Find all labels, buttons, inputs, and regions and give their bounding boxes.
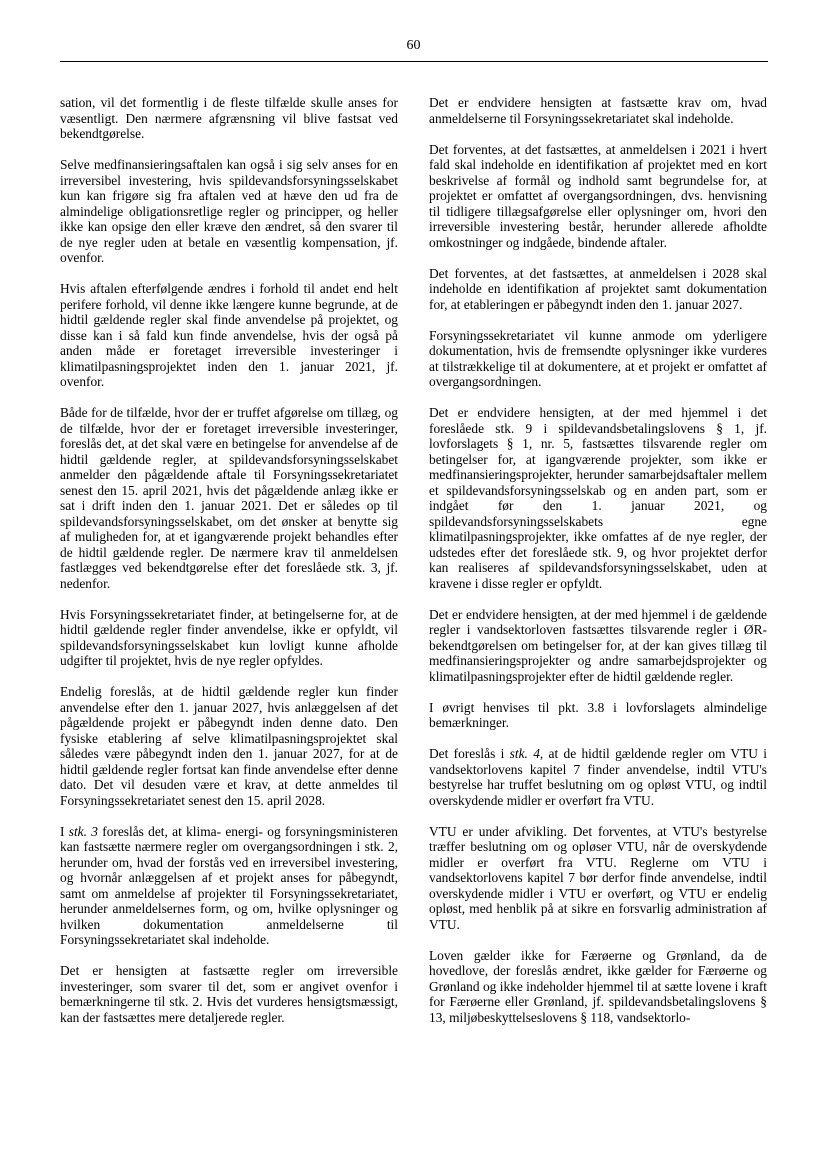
paragraph: Selve medfinansieringsaftalen kan også i sig selv anses for en irreversibel investering, hvis spildevandsforsyningsselskabet kun kan frigøre sig fra aftalen ved at hæve den ud fra de almindelige obligationsretlige regler og principper, og heller ikke kan opsige den eller kræve den ændret, så den svarer til de nye regler uden at betale en væsentlig kompensation, jf. ovenfor. (60, 157, 398, 265)
paragraph: Det forventes, at det fastsættes, at anmeldelsen i 2028 skal indeholde en identifikation af projektet samt dokumentation for, at etableringen er påbegyndt inden den 1. januar 2027. (429, 265, 767, 312)
right-column (429, 95, 767, 1041)
page-number: 60 (406, 38, 421, 53)
paragraph: Det er endvidere hensigten, at der med hjemmel i det foreslåede stk. 9 i spildevandsbetalingslovens § 1, jf. lovforslagets § 1, nr. 5, fastsættes tilsvarende regler om betingelser for, at igangværende projekter, som ikke er medfinansieringsprojekter, herunder samarbejdsaftaler mellem et spildevandsforsyningsselskab og en anden part, som er indgået før den 1. januar 2021, og spildevandsforsyningsselskabets egne klimatilpasningsprojekter, ikke omfattes af de nye regler, der udstedes efter det foreslåede stk. 9, og hvor projektet derfor kan realiseres af spildevandsforsyningsselskabet, uden at kravene i disse regler er opfyldt. (429, 405, 767, 591)
paragraph: Forsyningssekretariatet vil kunne anmode om yderligere dokumentation, hvis de fremsendte oplysninger ikke vurderes at tilstrækkelige til at dokumentere, at et projekt er omfattet af overgangsordningen. (429, 327, 767, 389)
paragraph: Det er endvidere hensigten, at der med hjemmel i de gældende regler i vandsektorloven fastsættes tilsvarende regler i ØR-bekendtgørelsen om betingelser for, at der kan gives tillæg til medfinansieringsprojekter og andre samarbejdsprojekter og klimatilpasningsprojekter efter de hidtil gældende regler. (429, 606, 767, 684)
paragraph: Hvis aftalen efterfølgende ændres i forhold til andet end helt perifere forhold, vil denne ikke længere kunne begrunde, at de hidtil gældende regler skal finde anvendelse på projektet, og disse kan i så fald kun finde anvendelse, hvis der også på anden måde er foretaget irreversible investeringer i klimatilpasningsprojektet inden den 1. januar 2021, jf. ovenfor. (60, 281, 398, 389)
paragraph: I stk. 3 foreslås det, at klima- energi- og forsyningsministeren kan fastsætte nærmere regler om overgangsordningen i stk. 2, herunder om, hvad der forstås ved en irreversibel investering, og hvornår anlæggelsen af et projekt anses for påbegyndt, samt om anmeldelse af projekter til Forsyningssekretariatet, herunder anmeldelsernes form, og om, hvilke oplysninger og hvilken dokumentation anmeldelserne til Forsyningssekretariatet skal indeholde. (60, 823, 399, 947)
paragraph: sation, vil det formentlig i de fleste tilfælde skulle anses for væsentligt. Den nærmere afgrænsning vil blive fastsat ved bekendtgørelse. (60, 95, 398, 141)
paragraph: Det er hensigten at fastsætte regler om irreversible investeringer, som svarer til det, som er angivet ovenfor i bemærkningerne til stk. 2. Hvis det vurderes hensigtsmæssigt, kan der fastsættes mere detaljerede regler. (60, 963, 398, 1025)
paragraph: Både for de tilfælde, hvor der er truffet afgørelse om tillæg, og de tilfælde, hvor der er foretaget irreversible investeringer, foreslås det, at det skal være en betingelse for anvendelse af de hidtil gældende regler, at spildevandsforsyningsselskabet anmelder den pågældende aftale til Forsyningssekretariatet senest den 15. april 2021, hvis det pågældende anlæg ikke er sat i drift inden den 1. januar 2021. Det er således op til spildevandsforsyningsselskabet, om det ønsker at benytte sig af muligheden for, at et igangværende projekt behandles efter de hidtil gældende regler. De nærmere krav til anmeldelsen fastlægges ved bekendtgørelse efter det foreslåede stk. 3, jf. nedenfor. (60, 405, 398, 591)
paragraph: VTU er under afvikling. Det forventes, at VTU's bestyrelse træffer beslutning om og opløser VTU, når de overskydende midler er overført fra VTU. Reglerne om VTU i vandsektorlovens kapitel 7 bør derfor finde anvendelse, indtil overskydende midler i VTU er overført, og VTU er endelig opløst, med henblik på at sikre en forsvarlig administration af VTU. (429, 823, 767, 932)
paragraph: Endelig foreslås, at de hidtil gældende regler kun finder anvendelse efter den 1. januar 2027, hvis anlæggelsen af det pågældende projekt er påbegyndt inden denne dato. Den fysiske etablering af selve klimatilpasningsprojektet skal således være påbegyndt inden den 1. januar 2027, for at de hidtil gældende regler fortsat kan finde anvendelse efter denne dato. Det vil desuden være et krav, at dette anmeldes til Forsyningssekretariatet senest den 15. april 2028. (60, 684, 398, 808)
paragraph: Det er endvidere hensigten at fastsætte krav om, hvad anmeldelserne til Forsyningssekretariatet skal indeholde. (429, 95, 767, 126)
left-column (60, 95, 398, 1041)
paragraph: Loven gælder ikke for Færøerne og Grønland, da de hovedlove, der foreslås ændret, ikke gælder for Færøerne og Grønland og ikke indeholder hjemmel til at sætte lovene i kraft for Færøerne eller Grønland, jf. spildevandsbetalingslovens § 13, miljøbeskyttelseslovens § 118, vandsektorlo- (429, 947, 767, 1025)
header-rule (60, 61, 768, 62)
paragraph: I øvrigt henvises til pkt. 3.8 i lovforslagets almindelige bemærkninger. (429, 699, 767, 730)
paragraph: Det foreslås i stk. 4, at de hidtil gældende regler om VTU i vandsektorlovens kapitel 7 finder anvendelse, indtil VTU's bestyrelse har truffet beslutning om og opløst VTU, og indtil overskydende midler er overført fra VTU. (429, 746, 767, 808)
paragraph: Hvis Forsyningssekretariatet finder, at betingelserne for, at de hidtil gældende regler finder anvendelse, ikke er opfyldt, vil spildevandsforsyningsselskabet kun lovligt kunne afholde udgifter til projektet, hvis de nye regler opfyldes. (60, 606, 398, 668)
paragraph: Det forventes, at det fastsættes, at anmeldelsen i 2021 i hvert fald skal indeholde en identifikation af projektet med en kort beskrivelse af formål og indhold samt begrundelse for, at projektet er omfattet af overgangsordningen, dvs. henvisning til tidligere tillægsafgørelse eller oplysninger om, hvori den irreversible investering består, herunder allerede afholdte omkostninger og indgåede, bindende aftaler. (429, 141, 767, 250)
